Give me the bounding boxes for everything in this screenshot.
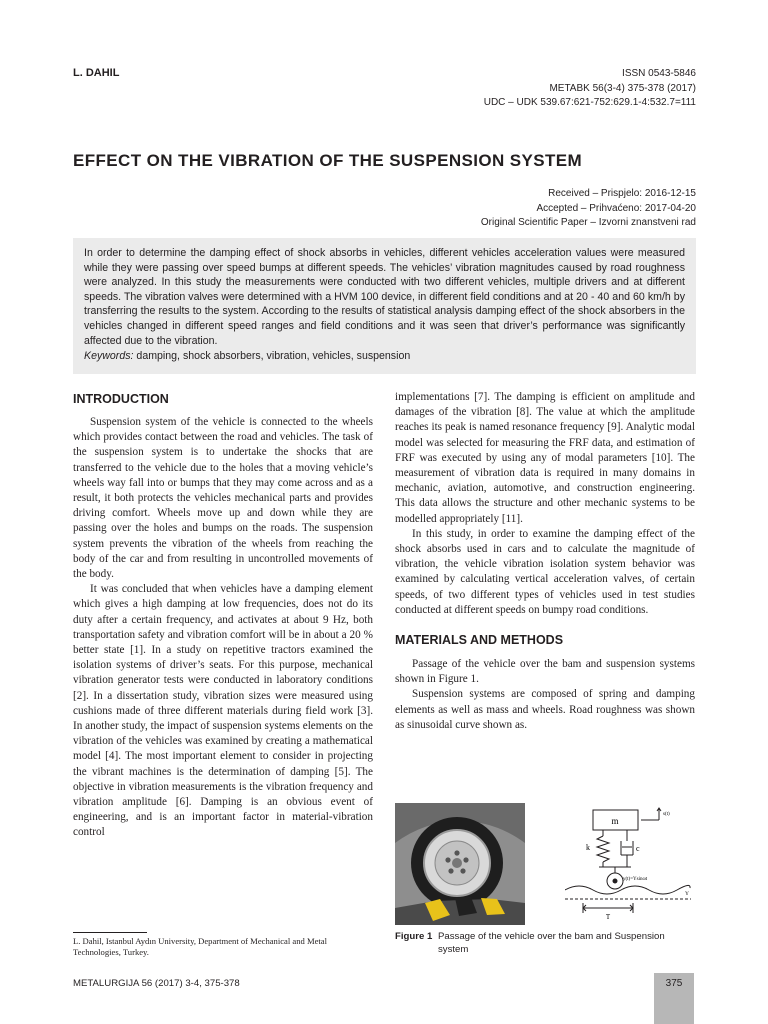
issn: ISSN 0543-5846 [622,68,696,79]
road-profile-label: y(t)=Ysinωt [623,877,648,882]
spring-icon [597,836,609,862]
y-axis-label: Y [685,891,689,897]
period-label: T [605,913,611,921]
keywords-label: Keywords: [84,350,134,363]
author-footnote: L. Dahil, Istanbul Aydın University, Department of Mechanical and Metal Technologies, Turkey. [73,936,328,957]
damper-label: c [636,844,640,853]
methods-paragraph-2: Suspension systems are composed of spring and damping elements as well as mass and wheels. Road roughness was shown as sinusoidal curve shown as. [395,688,695,731]
figure-1 [395,803,695,925]
introduction-heading: INTRODUCTION [73,392,169,406]
intro-paragraph-1: Suspension system of the vehicle is connected to the wheels which provides contact between the road and vehicles. The task of the suspension system is to undertake the shocks that are transferred to the vehicle due to the holes that a moving vehicle’s wheels way fall into or bumps that they may come across and as a result, it both protects the vehicles mechanical parts and provides driving comfort. Wheels move up and down while they are passing over the holes and bumps on the roads. The suspension system prevents the vibration of the wheels from reaching the body of the car and from resulting in uncontrolled movements of the body. [73,416,373,581]
footnote-divider [73,932,147,933]
abstract-text: In order to determine the damping effect of shock absorbs in vehicles, different vehicles acceleration values were measured while they were passing over speed bumps at different speeds. The vehicles’ vibration magnitudes caused by road roughness were analyzed. In this study the measurements were conducted with two different vehicles, multiple drivers and at different speeds. The vibration valves were determined with a HVM 100 device, in different field conditions and at 20 - 40 and 60 km/h by transferring the results to the system. According to the results of statistical analysis damping effect of the shock absorbers in the vehicles changed in different speed ranges and field conditions and it was seen that driver’s performance was significantly affected due to the vibration. [84,247,685,347]
paper-title: EFFECT ON THE VIBRATION OF THE SUSPENSION SYSTEM [73,151,583,170]
car-wheel-photo [395,803,525,925]
submission-dates [481,187,696,231]
paper-type: Original Scientific Paper – Izvorni znanstveni rad [480,217,696,228]
mass-label: m [611,816,619,826]
left-column [73,392,373,841]
keywords-line [84,349,685,364]
intro-paragraph-2: It was concluded that when vehicles have a damping element which gives a high damping at low frequencies, does not do its duty after a certain frequency, and activates at about 9 Hz, both transportation safety and vibration comfort will be in about a 20 % better state [1]. In a study on repetitive tractors examined the isolation systems of driver’s seats. For this purpose, mechanical vibration generator tests were conducted in laboratory conditions [2]. In a dissertation study, vibration sizes were measured using cushions made of three different materials during field work [3]. In another study, the impact of suspension systems elements on the vibration of the vehicles was examined by creating a mathematical model [4]. The most important element to consider in projecting the vibrant machines is the determination of damping [5]. The objective in vibration measurements is the vibration frequency and vibration amplitude [6]. Damping is an obvious event of engineering, and is an important factor in material-vibration control [73,583,373,839]
figure-caption-label: Figure 1 [395,931,433,942]
figure-caption-text: Passage of the vehicle over the bam and Suspension system [438,931,665,955]
accepted-date: Accepted – Prihvaćeno: 2017-04-20 [536,202,696,214]
journal-metadata [484,67,696,111]
page-number: 375 [665,978,683,989]
keywords: damping, shock absorbers, vibration, vehicles, suspension [136,350,411,363]
journal-reference: METABK 56(3-4) 375-378 (2017) [549,82,696,94]
abstract-box [73,238,696,374]
suspension-diagram [565,803,695,925]
intro-paragraph-3: implementations [7]. The damping is efficient on amplitude and damages of the vibration [8]. The value at which the amplitude reaches its peak is named resonance frequency [9]. Analytic modal model was selected for measuring the FRF data, and estimation of FRF was executed by using any of modal parameters [10]. The measurement of vibration data is required in many domains in mechanic, aviation, automotive, and construction engineering. This data allows the structure and other mechanic systems to be modelled appropriately [11]. [395,391,695,525]
journal-footer: METALURGIJA 56 (2017) 3-4, 375-378 [73,978,240,989]
figure-caption [395,931,695,956]
spring-label: k [586,843,590,852]
author-header: L. DAHIL [73,67,120,79]
intro-paragraph-4: In this study, in order to examine the damping effect of the shock absorbs used in cars and to calculate the magnitude of vibration, the vehicle vibration isolation system behavior was examined by calculating vertical acceleration valves, of certain speeds, of two different types of vehicles used in test studies conducted at different speeds on bumpy road conditions. [395,527,695,616]
methods-heading: MATERIALS AND METHODS [395,633,564,648]
page-number-box [654,973,694,1024]
udc-code: UDC – UDK 539.67:621-752:629.1-4:532.7=111 [483,97,696,108]
displacement-label: s(t) [663,812,670,817]
right-column [395,390,695,733]
received-date: Received – Prispjelo: 2016-12-15 [548,188,696,199]
methods-paragraph-1: Passage of the vehicle over the bam and suspension systems shown in Figure 1. [395,658,695,686]
